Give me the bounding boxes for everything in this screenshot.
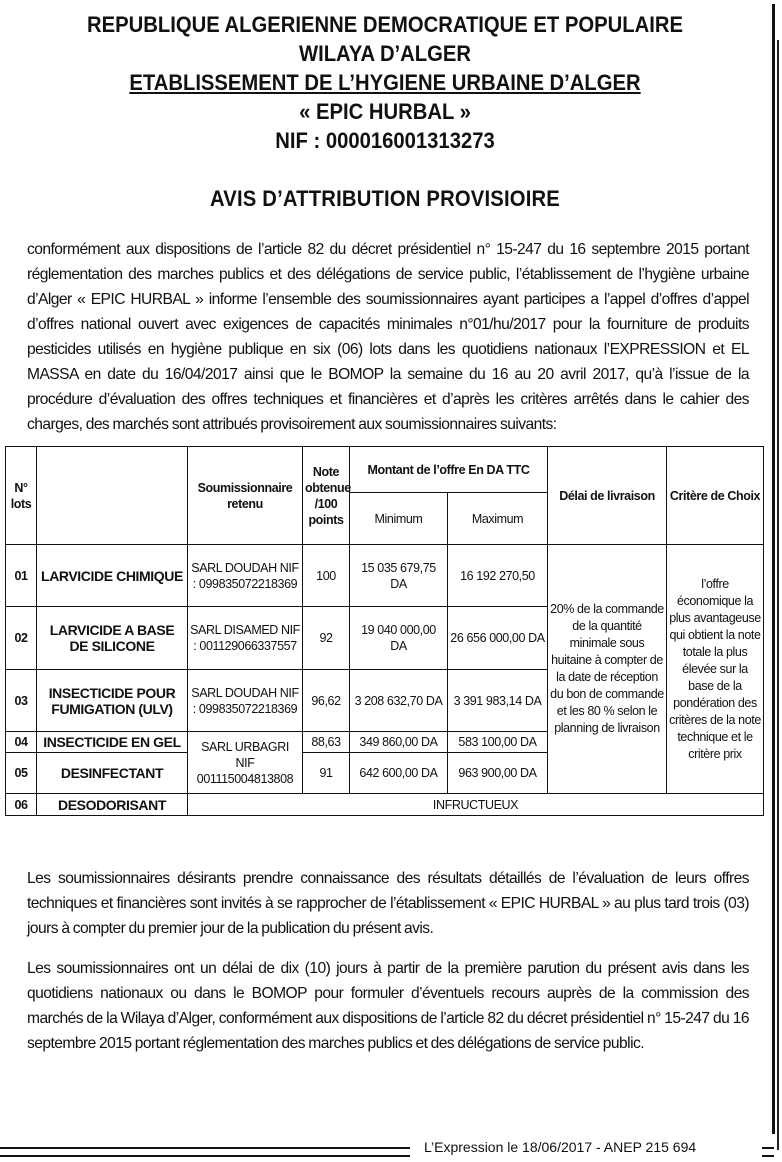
header-min: Minimum <box>350 493 448 545</box>
row-product: LARVICIDE CHIMIQUE <box>37 545 188 607</box>
intro-paragraph: conformément aux dispositions de l’article 82 du décret présidentiel n° 15-247 du 16 septembre 2015 portant réglementation des marches publics et des délégations de service public, l’établissement de l’hygiène urbaine d’Alger « EPIC HURBAL » informe l’ensemble des soumissionnaires ayant participes a l’appel d’offres d’appel d’offres national ouvert avec exigences de capacités minimales n°01/hu/2017 pour la fourniture de produits pesticides utilisés en hygiène publique en six (06) lots dans les quotidiens nationaux l’EXPRESSION et EL MASSA en date du 16/04/2017 ainsi que le BOMOP la semaine du 16 au 20 avril 2017, qu’à l’issue de la procédure d’évaluation des offres techniques et financières et d’après les critères arrêtés dans le cahier des charges, des marchés sont attribués provisoirement aux soumissionnaires suivants: <box>27 241 749 433</box>
header-line-wilaya: WILAYA D’ALGER <box>298 41 472 66</box>
row-bidder <box>188 732 303 794</box>
row-lot: 06 <box>6 794 37 816</box>
table-row <box>6 794 764 816</box>
delay-cell: 20% de la commande de la quantité minimale sous huitaine à compter de la date de réception du bon de commande et les 80 % selon le planning de livraison <box>548 545 667 794</box>
table-row <box>6 545 764 607</box>
criteria-cell: l’offre économique la plus avantageuse qui obtient la note totale la plus élevée sur la base de la pondération des critères de la note technique et le critère prix <box>667 545 764 794</box>
row-max: 26 656 000,00 DA <box>448 607 548 670</box>
row-score: 91 <box>303 753 350 794</box>
row-max: 963 900,00 DA <box>448 753 548 794</box>
header-line-nif: NIF : 000016001313273 <box>275 128 495 153</box>
row-bidder: SARL DISAMED NIF : 001129066337557 <box>188 607 303 670</box>
header-line-republic: REPUBLIQUE ALGERIENNE DEMOCRATIQUE ET POPULAIRE <box>86 12 683 37</box>
row-max: 16 192 270,50 <box>448 545 548 607</box>
row-score: 92 <box>303 607 350 670</box>
row-product: INSECTICIDE POUR FUMIGATION (ULV) <box>37 670 188 732</box>
header-line-establishment: ETABLISSEMENT DE L’HYGIENE URBAINE D’ALGER <box>129 70 641 95</box>
row-product: DESINFECTANT <box>37 753 188 794</box>
row-score: 88,63 <box>303 732 350 753</box>
row-min: 15 035 679,75 DA <box>350 545 448 607</box>
row-bidder: SARL DOUDAH NIF : 099835072218369 <box>188 670 303 732</box>
header-score: Note obtenue /100 points <box>303 447 350 545</box>
row-lot: 05 <box>6 753 37 794</box>
results-paragraph: Les soumissionnaires désirants prendre connaissance des résultats détaillés de l’évaluation de leurs offres techniques et financières sont invités à se rapprocher de l’établissement « EPIC HURBAL » au plus tard trois (03) jours à compter du premier jour de la publication du présent avis. <box>27 870 749 937</box>
row-score: 96,62 <box>303 670 350 732</box>
row-result: INFRUCTUEUX <box>188 794 764 816</box>
row-lot: 01 <box>6 545 37 607</box>
header-product <box>37 447 188 545</box>
bidder-name: SARL URBAGRI <box>201 739 289 754</box>
row-product: DESODORISANT <box>37 794 188 816</box>
row-min: 349 860,00 DA <box>350 732 448 753</box>
footer-rule <box>0 1147 410 1157</box>
header-amount: Montant de l’offre En DA TTC <box>350 447 548 493</box>
row-product: LARVICIDE A BASE DE SILICONE <box>37 607 188 670</box>
bidder-nif: NIF 001115004813808 <box>196 755 294 786</box>
header-max: Maximum <box>448 493 548 545</box>
row-min: 642 600,00 DA <box>350 753 448 794</box>
row-min: 3 208 632,70 DA <box>350 670 448 732</box>
header-delay: Délai de livraison <box>548 447 667 545</box>
row-min: 19 040 000,00 DA <box>350 607 448 670</box>
row-bidder: SARL DOUDAH NIF : 099835072218369 <box>188 545 303 607</box>
header-lot: N° lots <box>6 447 37 545</box>
row-lot: 04 <box>6 732 37 753</box>
header-line-epic: « EPIC HURBAL » <box>299 99 471 124</box>
row-score: 100 <box>303 545 350 607</box>
row-product: INSECTICIDE EN GEL <box>37 732 188 753</box>
header-bidder: Soumissionnaire retenu <box>188 447 303 545</box>
row-max: 3 391 983,14 DA <box>448 670 548 732</box>
row-lot: 02 <box>6 607 37 670</box>
awards-table <box>5 446 764 816</box>
notice-title: AVIS D’ATTRIBUTION PROVISIOIRE <box>209 186 561 211</box>
header-criteria: Critère de Choix <box>667 447 764 545</box>
footer-credit: L’Expression le 18/06/2017 - ANEP 215 694 <box>424 1139 697 1155</box>
row-lot: 03 <box>6 670 37 732</box>
header <box>0 10 770 155</box>
page-border-right <box>777 40 779 1150</box>
footer-rule-end <box>762 1147 774 1157</box>
row-max: 583 100,00 DA <box>448 732 548 753</box>
appeal-paragraph: Les soumissionnaires ont un délai de dix (10) jours à partir de la première parution du présent avis dans les quotidiens nationaux ou dans le BOMOP pour formuler d’éventuels recours auprès de la commission des marchés de la Wilaya d’Alger, conformément aux dispositions de l’article 82 du décret présidentiel n° 15-247 du 16 septembre 2015 portant réglementation des marches publics et des délégations de service public. <box>27 960 749 1052</box>
